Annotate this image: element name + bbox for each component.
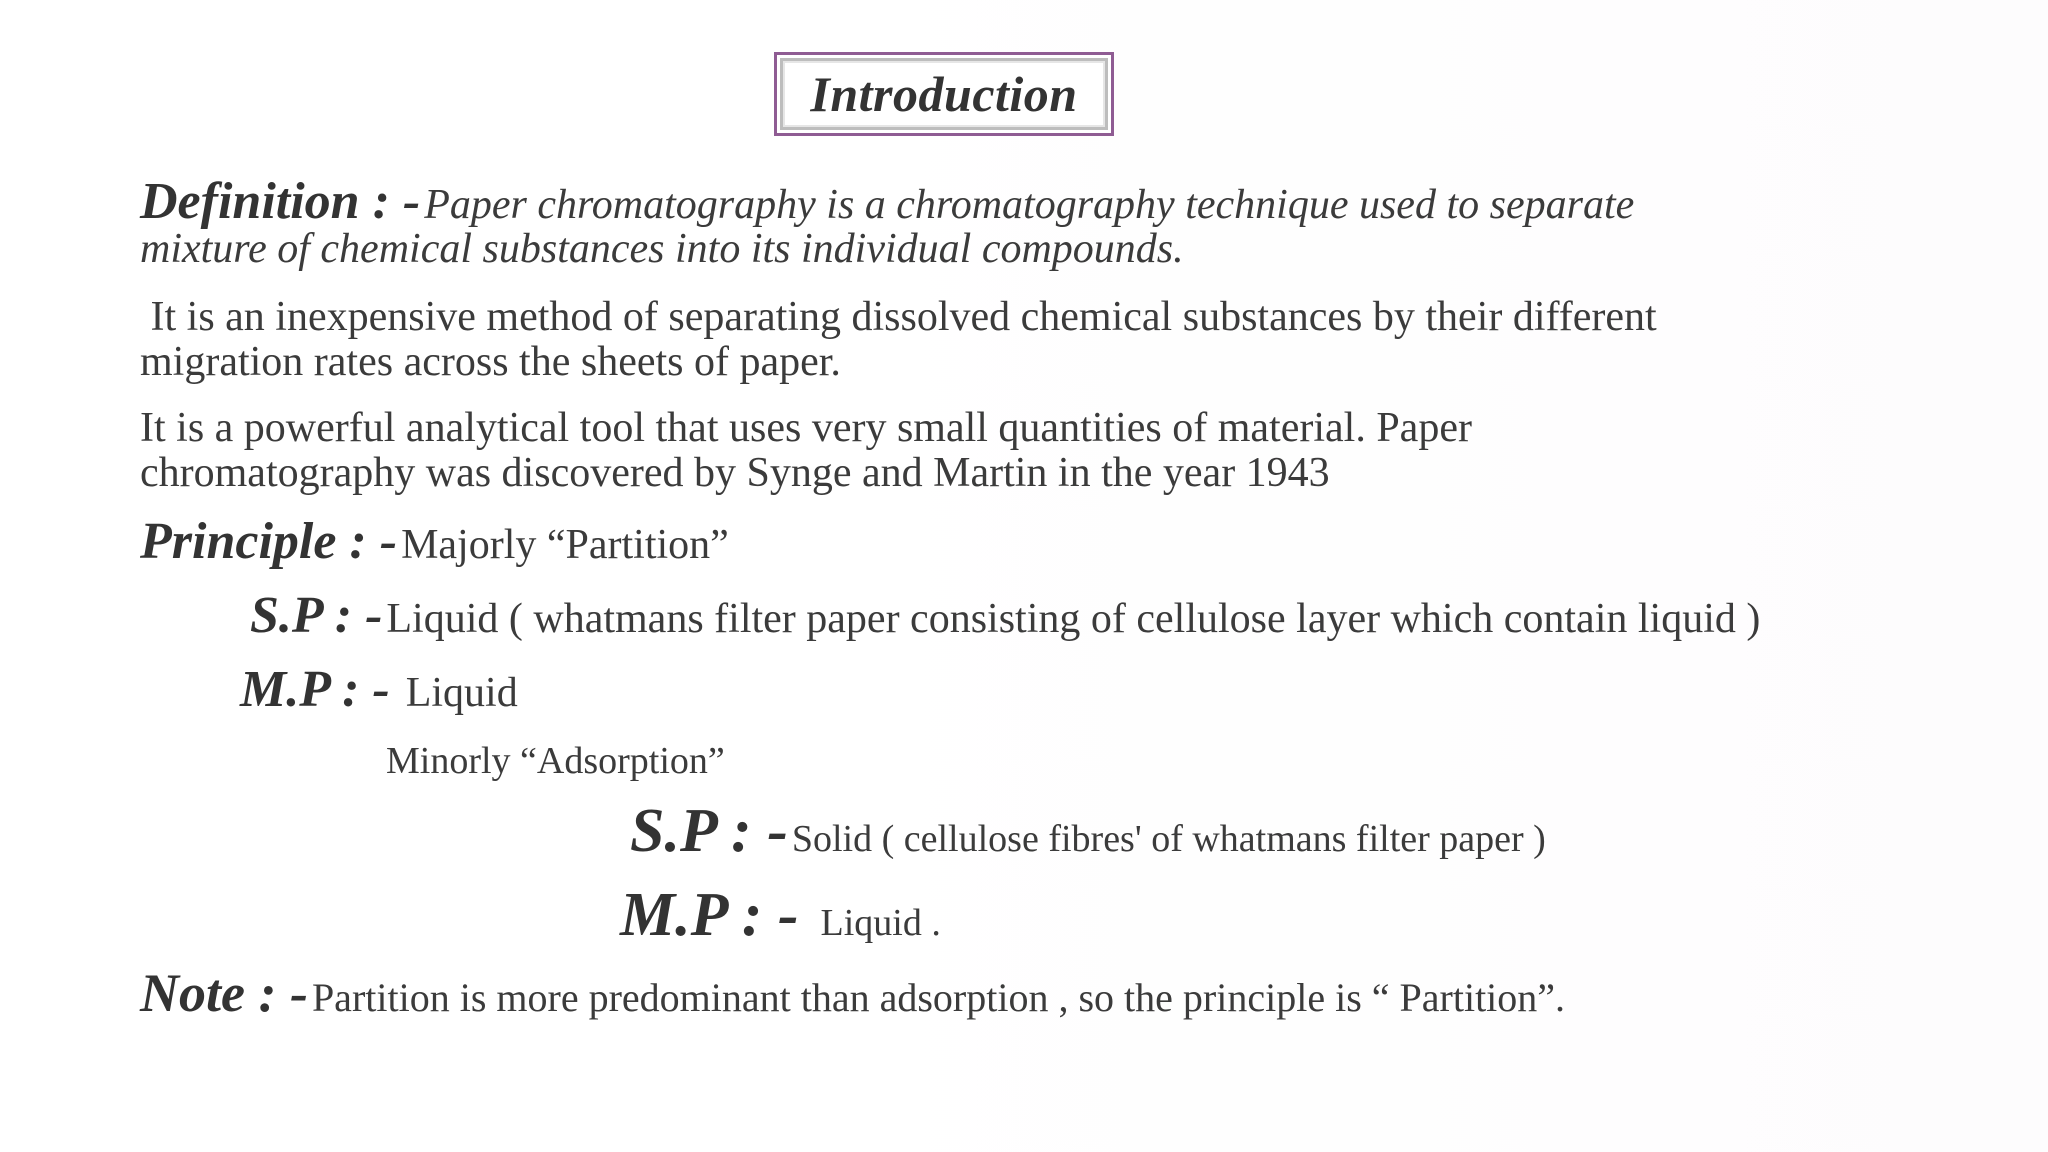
definition-text-1: Paper chromatography is a chromatography technique used to separate: [424, 182, 1635, 228]
adsorption-sp-line: [630, 797, 1546, 865]
title-inner-frame: [780, 58, 1108, 130]
title-frame: [774, 52, 1114, 136]
partition-mp-text: Liquid: [405, 670, 518, 716]
slide-title: Introduction: [810, 66, 1078, 122]
partition-mp-line: [240, 661, 518, 718]
adsorption-mp-line: [620, 881, 941, 949]
note-text: Partition is more predominant than adsorption , so the principle is “ Partition”.: [311, 975, 1566, 1020]
partition-sp-label: S.P : -: [250, 587, 383, 644]
principle-text: Majorly “Partition”: [401, 522, 729, 568]
note-line: [140, 963, 1566, 1023]
note-label: Note : -: [140, 963, 308, 1023]
adsorption-mp-text: Liquid .: [820, 902, 941, 944]
principle-label: Principle : -: [140, 513, 398, 570]
adsorption-heading: Minorly “Adsorption”: [386, 740, 725, 782]
partition-sp-line: [250, 587, 1761, 644]
principle-line: [140, 513, 729, 570]
paragraph-2-line-1: It is a powerful analytical tool that uses very small quantities of material. Paper: [140, 405, 1472, 451]
adsorption-sp-label: S.P : -: [630, 797, 788, 865]
definition-line-1: [140, 173, 1635, 230]
paragraph-1-line-2: migration rates across the sheets of paper.: [140, 339, 841, 385]
definition-label: Definition : -: [140, 173, 421, 230]
paragraph-1-line-1: It is an inexpensive method of separating dissolved chemical substances by their different: [140, 294, 1657, 340]
definition-text-2: mixture of chemical substances into its individual compounds.: [140, 226, 1184, 272]
adsorption-mp-label: M.P : -: [620, 881, 799, 949]
partition-mp-label: M.P : -: [240, 661, 390, 718]
paragraph-2-line-2: chromatography was discovered by Synge and Martin in the year 1943: [140, 450, 1330, 496]
partition-sp-text: Liquid ( whatmans filter paper consisting of cellulose layer which contain liquid ): [386, 596, 1761, 642]
adsorption-sp-text: Solid ( cellulose fibres' of whatmans filter paper ): [791, 818, 1546, 860]
